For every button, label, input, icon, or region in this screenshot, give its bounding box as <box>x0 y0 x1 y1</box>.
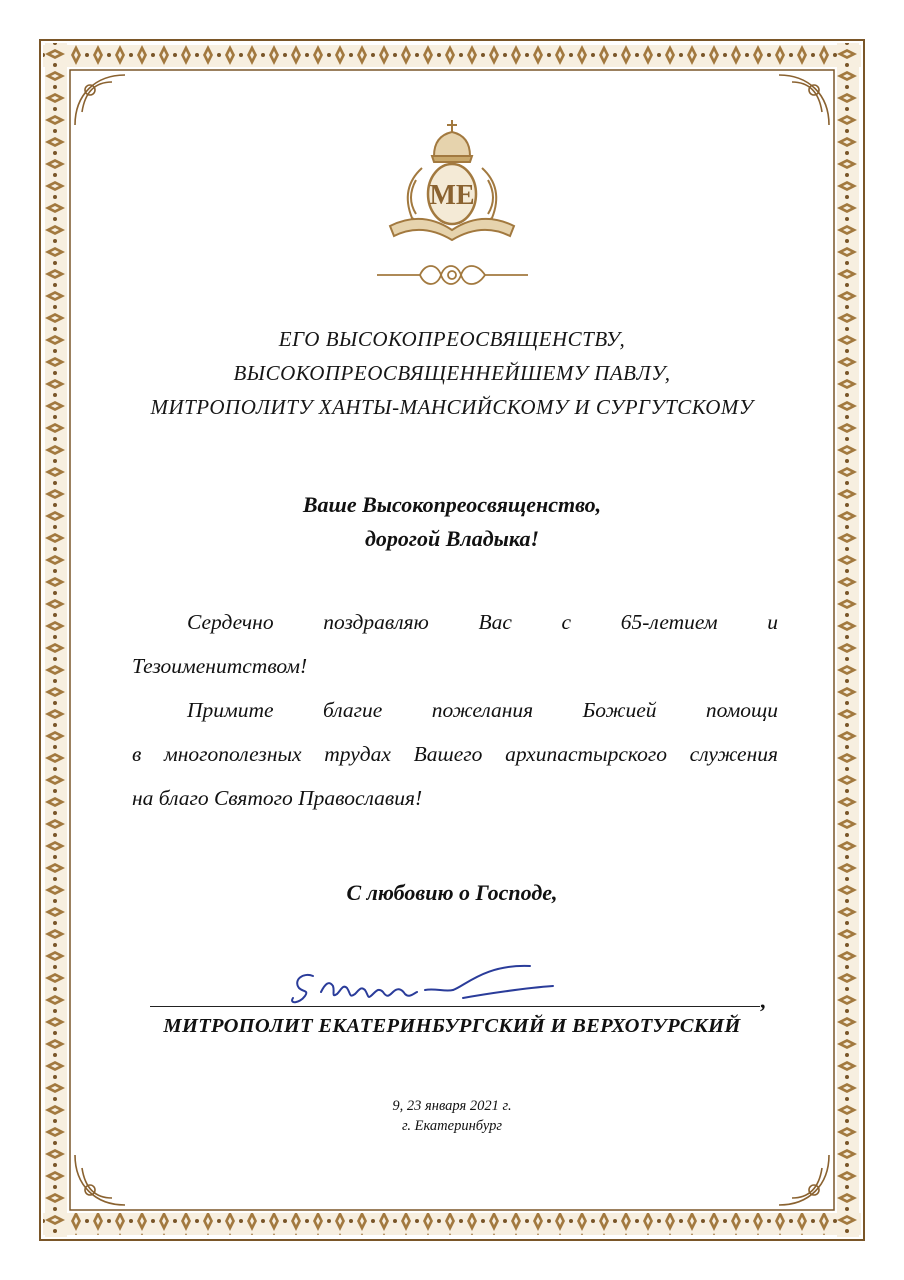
separator-ornament <box>375 258 530 292</box>
salutation-line-2: дорогой Владыка! <box>364 526 540 551</box>
letter-body <box>132 600 778 820</box>
signatory-title: МИТРОПОЛИТ ЕКАТЕРИНБУРГСКИЙ И ВЕРХОТУРСКИЙ <box>163 1015 741 1037</box>
closing-phrase: С любовию о Господе, <box>346 880 558 905</box>
addressee-line-3: МИТРОПОЛИТУ ХАНТЫ-МАНСИЙСКОМУ И СУРГУТСКОМУ <box>150 395 754 419</box>
emblem-monogram: МЕ <box>429 180 475 211</box>
body-p1-line2: Тезоименитством! <box>132 654 308 678</box>
date-place <box>0 1096 904 1136</box>
addressee-block <box>0 322 904 424</box>
salutation-line-1: Ваше Высокопреосвященство, <box>302 492 602 517</box>
body-p2-line3: на благо Святого Православия! <box>132 786 423 810</box>
addressee-line-2: ВЫСОКОПРЕОСВЯЩЕННЕЙШЕМУ ПАВЛУ, <box>233 361 671 385</box>
signature-comma: , <box>760 988 766 1013</box>
body-p2-line1: Примите благие пожелания Божией помощи <box>187 698 779 722</box>
date-line: 9, 23 января 2021 г. <box>392 1098 512 1114</box>
addressee-line-1: ЕГО ВЫСОКОПРЕОСВЯЩЕНСТВУ, <box>278 327 626 351</box>
signature-line <box>150 1006 760 1007</box>
body-p2-line2: в многополезных трудах Вашего архипастырского служения <box>132 742 778 766</box>
salutation <box>0 488 904 556</box>
place-line: г. Екатеринбург <box>401 1118 503 1134</box>
emblem-crown-monogram <box>382 118 522 243</box>
handwritten-signature <box>285 958 585 1018</box>
body-p1-line1: Сердечно поздравляю Вас с 65-летием и <box>187 610 778 634</box>
